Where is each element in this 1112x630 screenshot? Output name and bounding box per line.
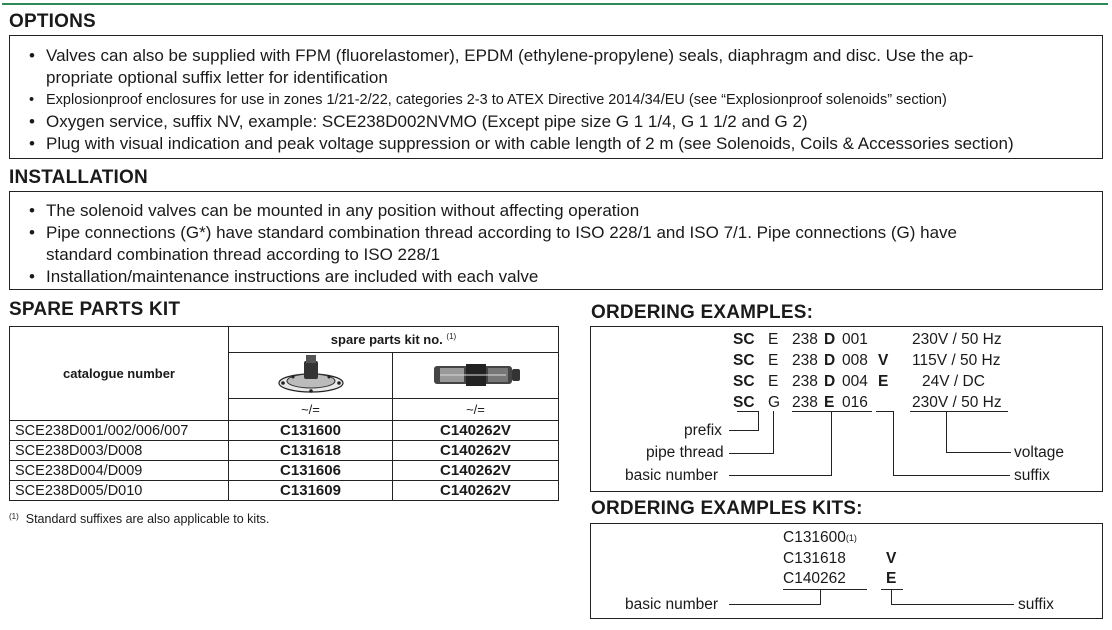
spare-parts-table (9, 326, 559, 501)
kit-cell: C131606 (229, 461, 393, 481)
order-basic-num: 238 (792, 373, 818, 390)
order-basic-code: 008 (842, 352, 868, 369)
catalogue-cell: SCE238D001/002/006/007 (10, 421, 229, 441)
kit-label-basic-number: basic number (625, 596, 719, 613)
kit-label-suffix: suffix (1018, 596, 1054, 613)
kit-suffix: E (886, 570, 897, 587)
ordering-examples-title: ORDERING EXAMPLES: (591, 302, 814, 323)
spare-parts-footnote: $^{(1)}$ Standard suffixes are also applicable to kits. (9, 512, 270, 526)
order-prefix: SC (733, 331, 755, 348)
kit-cell: C131618 (229, 441, 393, 461)
kit-cell: C131609 (229, 481, 393, 501)
order-thread: E (768, 331, 779, 348)
options-item: • Valves can also be supplied with FPM (fluorelastomer), EPDM (ethylene-propylene) seals, diaphragm and disc. Use the ap- (10, 45, 1102, 67)
label-suffix: suffix (1014, 467, 1050, 484)
kit-cell: C140262V (393, 461, 559, 481)
table-row (10, 441, 559, 461)
options-item: • Oxygen service, suffix NV, example: SCE238D002NVMO (Except pipe size G 1 1/4, G 1 1/2 and G 2) (10, 111, 1102, 133)
kit-code-row: C140262 (783, 570, 846, 587)
order-thread: E (768, 373, 779, 390)
order-prefix: SC (733, 373, 755, 390)
table-row (10, 481, 559, 501)
table-row (10, 461, 559, 481)
label-pipe-thread: pipe thread (646, 444, 724, 461)
spare-parts-title: SPARE PARTS KIT (9, 299, 181, 320)
kit-cell: C140262V (393, 441, 559, 461)
kit-suffix: V (886, 550, 897, 567)
catalogue-cell: SCE238D004/D009 (10, 461, 229, 481)
catalogue-cell: SCE238D005/D010 (10, 481, 229, 501)
order-prefix: SC (733, 352, 755, 369)
installation-item: • The solenoid valves can be mounted in any position without affecting operation (10, 200, 1102, 222)
kit-header: spare parts kit no. $^{(1)}$ (229, 327, 559, 353)
options-item: • Explosionproof enclosures for use in zones 1/21-2/22, categories 2-3 to ATEX Directive 2014/34/EU (see “Explosionproof solenoids” section) (10, 89, 1102, 111)
order-basic-num: 238 (792, 352, 818, 369)
diaphragm-kit-image (229, 353, 393, 399)
diaphragm-icon (271, 353, 351, 395)
order-basic-letter: E (824, 394, 835, 411)
kit-cell: C131600 (229, 421, 393, 441)
order-voltage: 230V / 50 Hz (912, 394, 1002, 411)
installation-item-continued: standard combination thread according to ISO 228/1 (46, 245, 441, 264)
options-item-continued: propriate optional suffix letter for identification (46, 68, 388, 87)
order-basic-letter: D (824, 331, 836, 348)
kit-cell: C140262V (393, 481, 559, 501)
top-rule (2, 3, 1108, 5)
installation-item: • Pipe connections (G*) have standard combination thread according to ISO 228/1 and ISO 7/1. Pipe connections (G) have (10, 222, 1102, 244)
order-basic-num: 238 (792, 331, 818, 348)
options-box (9, 35, 1103, 159)
label-basic-number: basic number (625, 467, 719, 484)
ac-dc-symbol: ~/= (229, 399, 393, 421)
options-item: • Plug with visual indication and peak voltage suppression or with cable length of 2 m (see Solenoids, Coils & Accessories section) (10, 133, 1102, 155)
order-basic-letter: D (824, 352, 836, 369)
order-suffix: E (878, 373, 889, 390)
installation-box (9, 191, 1103, 290)
order-thread: E (768, 352, 779, 369)
order-voltage: 115V / 50 Hz (912, 352, 1001, 369)
catalogue-cell: SCE238D003/D008 (10, 441, 229, 461)
order-voltage: 24V / DC (922, 373, 985, 390)
installation-title: INSTALLATION (9, 167, 148, 188)
plunger-kit-image (393, 353, 559, 399)
label-prefix: prefix (684, 422, 722, 439)
kit-code-row: C131600$^{(1)}$ (783, 529, 857, 546)
catalogue-header: catalogue number (10, 327, 229, 421)
order-basic-letter: D (824, 373, 836, 390)
table-row (10, 421, 559, 441)
ordering-kits-title: ORDERING EXAMPLES KITS: (591, 498, 863, 519)
order-basic-code: 004 (842, 373, 868, 390)
kit-cell: C140262V (393, 421, 559, 441)
plunger-icon (426, 354, 526, 394)
kit-code-row: C131618 (783, 550, 846, 567)
options-title: OPTIONS (9, 11, 96, 32)
installation-item: • Installation/maintenance instructions are included with each valve (10, 266, 1102, 288)
ac-dc-symbol: ~/= (393, 399, 559, 421)
order-prefix: SC (733, 394, 755, 411)
label-voltage: voltage (1014, 444, 1064, 461)
order-basic-code: 016 (842, 394, 868, 411)
order-basic-code: 001 (842, 331, 868, 348)
order-voltage: 230V / 50 Hz (912, 331, 1002, 348)
order-basic-num: 238 (792, 394, 818, 411)
order-suffix: V (878, 352, 889, 369)
order-thread: G (768, 394, 781, 411)
